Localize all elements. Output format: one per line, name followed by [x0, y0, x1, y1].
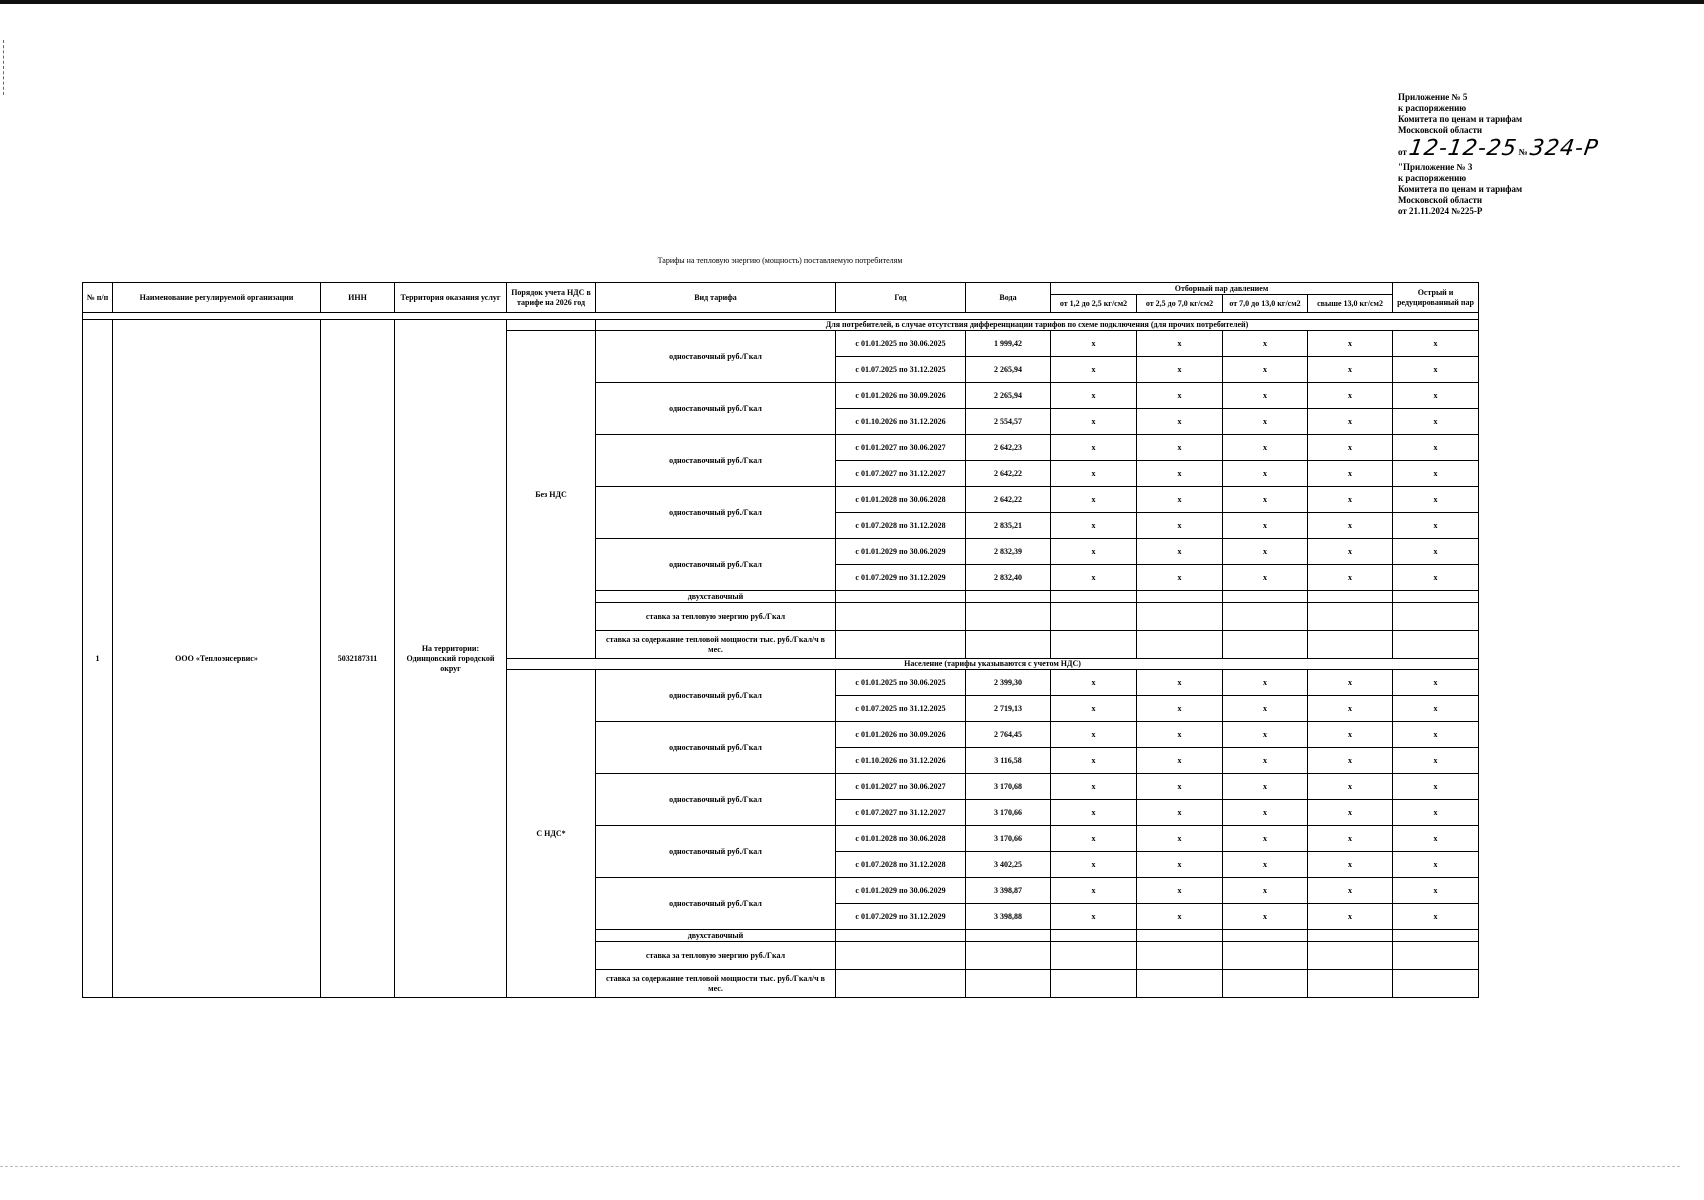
- not-applicable-mark: x: [1051, 565, 1137, 591]
- col-header-org: Наименование регулируемой организации: [113, 283, 321, 313]
- capacity-rate-label: ставка за содержание тепловой мощности тыс. руб./Гкал/ч в мес.: [596, 970, 836, 998]
- not-applicable-mark: x: [1137, 513, 1223, 539]
- water-tariff-value: 2 719,13: [966, 696, 1051, 722]
- col-header-steam-group: Отборный пар давлением: [1051, 283, 1393, 295]
- empty-cell: [1223, 970, 1308, 998]
- not-applicable-mark: x: [1308, 696, 1393, 722]
- not-applicable-mark: x: [1223, 904, 1308, 930]
- empty-cell: [836, 603, 966, 631]
- vat-order: С НДС*: [507, 670, 596, 998]
- empty-cell: [1137, 631, 1223, 659]
- not-applicable-mark: x: [1137, 878, 1223, 904]
- spacer-cell: [83, 313, 1479, 320]
- empty-cell: [1393, 603, 1479, 631]
- not-applicable-mark: x: [1137, 539, 1223, 565]
- empty-cell: [1308, 603, 1393, 631]
- not-applicable-mark: x: [1393, 539, 1479, 565]
- col-header-vat-order: Порядок учета НДС в тарифе на 2026 год: [507, 283, 596, 313]
- empty-cell: [1137, 970, 1223, 998]
- tariff-period: с 01.01.2027 по 30.06.2027: [836, 435, 966, 461]
- water-tariff-value: 2 642,23: [966, 435, 1051, 461]
- not-applicable-mark: x: [1223, 513, 1308, 539]
- empty-cell: [966, 603, 1051, 631]
- water-tariff-value: 2 642,22: [966, 487, 1051, 513]
- tariff-type: одноставочный руб./Гкал: [596, 722, 836, 774]
- not-applicable-mark: x: [1308, 409, 1393, 435]
- tariff-period: с 01.07.2025 по 31.12.2025: [836, 357, 966, 383]
- not-applicable-mark: x: [1308, 513, 1393, 539]
- not-applicable-mark: x: [1051, 461, 1137, 487]
- not-applicable-mark: x: [1223, 800, 1308, 826]
- not-applicable-mark: x: [1051, 435, 1137, 461]
- not-applicable-mark: x: [1137, 435, 1223, 461]
- not-applicable-mark: x: [1051, 774, 1137, 800]
- not-applicable-mark: x: [1393, 513, 1479, 539]
- not-applicable-mark: x: [1051, 722, 1137, 748]
- header-line: Московской области: [1398, 195, 1483, 205]
- water-tariff-value: 2 832,39: [966, 539, 1051, 565]
- not-applicable-mark: x: [1393, 774, 1479, 800]
- empty-cell: [836, 631, 966, 659]
- service-territory: На территории: Одинцовский городской округ: [395, 320, 507, 998]
- row-number: 1: [83, 320, 113, 998]
- empty-cell: [1223, 631, 1308, 659]
- not-applicable-mark: x: [1393, 461, 1479, 487]
- section-label: Население (тарифы указываются с учетом НДС): [507, 659, 1479, 670]
- document-title: Тарифы на тепловую энергию (мощность) поставляемую потребителям: [657, 256, 903, 265]
- water-tariff-value: 3 170,66: [966, 826, 1051, 852]
- not-applicable-mark: x: [1308, 539, 1393, 565]
- not-applicable-mark: x: [1051, 696, 1137, 722]
- header-line: "Приложение № 3: [1398, 162, 1473, 172]
- not-applicable-mark: x: [1393, 800, 1479, 826]
- tariff-period: с 01.01.2026 по 30.09.2026: [836, 383, 966, 409]
- not-applicable-mark: x: [1051, 826, 1137, 852]
- scan-left-edge: [3, 40, 5, 95]
- header-line: к распоряжению: [1398, 103, 1467, 113]
- tariff-type: одноставочный руб./Гкал: [596, 878, 836, 930]
- not-applicable-mark: x: [1308, 331, 1393, 357]
- empty-cell: [1308, 970, 1393, 998]
- tariff-period: с 01.01.2029 по 30.06.2029: [836, 539, 966, 565]
- not-applicable-mark: x: [1051, 748, 1137, 774]
- col-header-tariff-type: Вид тарифа: [596, 283, 836, 313]
- not-applicable-mark: x: [1137, 461, 1223, 487]
- col-header-year: Год: [836, 283, 966, 313]
- not-applicable-mark: x: [1223, 878, 1308, 904]
- not-applicable-mark: x: [1137, 331, 1223, 357]
- not-applicable-mark: x: [1393, 826, 1479, 852]
- col-header-num: № п/п: [83, 283, 113, 313]
- not-applicable-mark: x: [1137, 383, 1223, 409]
- not-applicable-mark: x: [1051, 539, 1137, 565]
- not-applicable-mark: x: [1308, 383, 1393, 409]
- col-header-steam-1: от 1,2 до 2,5 кг/см2: [1051, 295, 1137, 313]
- organization-inn: 5032187311: [321, 320, 395, 998]
- energy-rate-label: ставка за тепловую энергию руб./Гкал: [596, 942, 836, 970]
- header-line: от 21.11.2024 №225-Р: [1398, 206, 1483, 216]
- empty-cell: [1223, 591, 1308, 603]
- tariff-type: одноставочный руб./Гкал: [596, 774, 836, 826]
- empty-cell: [966, 942, 1051, 970]
- water-tariff-value: 3 116,58: [966, 748, 1051, 774]
- tariff-period: с 01.07.2029 по 31.12.2029: [836, 565, 966, 591]
- tariff-period: с 01.01.2028 по 30.06.2028: [836, 826, 966, 852]
- not-applicable-mark: x: [1051, 409, 1137, 435]
- not-applicable-mark: x: [1393, 357, 1479, 383]
- not-applicable-mark: x: [1308, 357, 1393, 383]
- not-applicable-mark: x: [1308, 800, 1393, 826]
- not-applicable-mark: x: [1308, 826, 1393, 852]
- not-applicable-mark: x: [1137, 852, 1223, 878]
- tariff-type: одноставочный руб./Гкал: [596, 670, 836, 722]
- tariff-type: одноставочный руб./Гкал: [596, 383, 836, 435]
- not-applicable-mark: x: [1393, 409, 1479, 435]
- water-tariff-value: 2 399,30: [966, 670, 1051, 696]
- not-applicable-mark: x: [1223, 331, 1308, 357]
- water-tariff-value: 2 554,57: [966, 409, 1051, 435]
- header-line: Комитета по ценам и тарифам: [1398, 184, 1523, 194]
- header-line: Комитета по ценам и тарифам: [1398, 114, 1523, 124]
- tariff-period: с 01.07.2028 по 31.12.2028: [836, 513, 966, 539]
- tariff-table: [82, 282, 1479, 998]
- not-applicable-mark: x: [1393, 331, 1479, 357]
- tariff-type: одноставочный руб./Гкал: [596, 487, 836, 539]
- not-applicable-mark: x: [1223, 435, 1308, 461]
- not-applicable-mark: x: [1393, 435, 1479, 461]
- empty-cell: [1308, 942, 1393, 970]
- water-tariff-value: 3 170,68: [966, 774, 1051, 800]
- date-prefix: от: [1398, 147, 1407, 157]
- scan-top-edge: [0, 0, 1704, 4]
- number-prefix: №: [1518, 147, 1528, 157]
- not-applicable-mark: x: [1393, 670, 1479, 696]
- empty-cell: [1051, 970, 1137, 998]
- not-applicable-mark: x: [1137, 696, 1223, 722]
- tariff-period: с 01.10.2026 по 31.12.2026: [836, 409, 966, 435]
- header-line: к распоряжению: [1398, 173, 1467, 183]
- not-applicable-mark: x: [1137, 565, 1223, 591]
- col-header-territory: Территория оказания услуг: [395, 283, 507, 313]
- col-header-steam-2: от 2,5 до 7,0 кг/см2: [1137, 295, 1223, 313]
- tariff-period: с 01.01.2028 по 30.06.2028: [836, 487, 966, 513]
- tariff-type: одноставочный руб./Гкал: [596, 435, 836, 487]
- vat-order: Без НДС: [507, 331, 596, 659]
- empty-cell: [1051, 603, 1137, 631]
- empty-cell: [1051, 631, 1137, 659]
- not-applicable-mark: x: [1223, 539, 1308, 565]
- tariff-period: с 01.07.2025 по 31.12.2025: [836, 696, 966, 722]
- not-applicable-mark: x: [1051, 357, 1137, 383]
- empty-cell: [1051, 942, 1137, 970]
- empty-cell: [1393, 591, 1479, 603]
- not-applicable-mark: x: [1051, 331, 1137, 357]
- water-tariff-value: 2 832,40: [966, 565, 1051, 591]
- tariff-period: с 01.01.2029 по 30.06.2029: [836, 878, 966, 904]
- not-applicable-mark: x: [1223, 461, 1308, 487]
- tariff-period: с 01.07.2028 по 31.12.2028: [836, 852, 966, 878]
- not-applicable-mark: x: [1051, 878, 1137, 904]
- empty-cell: [966, 631, 1051, 659]
- not-applicable-mark: x: [1393, 904, 1479, 930]
- tariff-period: с 01.01.2025 по 30.06.2025: [836, 331, 966, 357]
- water-tariff-value: 2 764,45: [966, 722, 1051, 748]
- empty-cell: [1308, 930, 1393, 942]
- not-applicable-mark: x: [1051, 487, 1137, 513]
- empty-cell: [1393, 970, 1479, 998]
- scan-bottom-noise: [0, 1166, 1680, 1167]
- not-applicable-mark: x: [1308, 670, 1393, 696]
- not-applicable-mark: x: [1308, 435, 1393, 461]
- empty-cell: [836, 942, 966, 970]
- empty-cell: [966, 591, 1051, 603]
- col-header-steam-3: от 7,0 до 13,0 кг/см2: [1223, 295, 1308, 313]
- not-applicable-mark: x: [1137, 748, 1223, 774]
- col-header-sharp-steam: Острый и редуцированный пар: [1393, 283, 1479, 313]
- not-applicable-mark: x: [1223, 696, 1308, 722]
- not-applicable-mark: x: [1308, 565, 1393, 591]
- not-applicable-mark: x: [1137, 800, 1223, 826]
- empty-cell: [836, 970, 966, 998]
- tariff-period: с 01.07.2027 по 31.12.2027: [836, 800, 966, 826]
- not-applicable-mark: x: [1308, 904, 1393, 930]
- not-applicable-mark: x: [1393, 878, 1479, 904]
- empty-cell: [1223, 930, 1308, 942]
- not-applicable-mark: x: [1051, 670, 1137, 696]
- not-applicable-mark: x: [1308, 774, 1393, 800]
- empty-cell: [966, 970, 1051, 998]
- empty-cell: [1393, 631, 1479, 659]
- not-applicable-mark: x: [1137, 904, 1223, 930]
- not-applicable-mark: x: [1223, 565, 1308, 591]
- empty-cell: [1223, 603, 1308, 631]
- not-applicable-mark: x: [1051, 513, 1137, 539]
- empty-cell: [1137, 930, 1223, 942]
- empty-cell: [966, 930, 1051, 942]
- empty-cell: [1393, 942, 1479, 970]
- appendix-header: [1398, 92, 1688, 217]
- tariff-period: с 01.01.2025 по 30.06.2025: [836, 670, 966, 696]
- not-applicable-mark: x: [1223, 409, 1308, 435]
- water-tariff-value: 1 999,42: [966, 331, 1051, 357]
- not-applicable-mark: x: [1051, 904, 1137, 930]
- col-header-water: Вода: [966, 283, 1051, 313]
- not-applicable-mark: x: [1308, 748, 1393, 774]
- empty-cell: [1051, 930, 1137, 942]
- handwritten-date-number: [1398, 136, 1688, 162]
- not-applicable-mark: x: [1051, 800, 1137, 826]
- header-line: Приложение № 5: [1398, 92, 1468, 102]
- not-applicable-mark: x: [1308, 461, 1393, 487]
- water-tariff-value: 2 265,94: [966, 383, 1051, 409]
- handwritten-date: 12-12-25: [1407, 136, 1519, 161]
- handwritten-number: 324-Р: [1528, 136, 1600, 161]
- not-applicable-mark: x: [1051, 852, 1137, 878]
- not-applicable-mark: x: [1393, 565, 1479, 591]
- water-tariff-value: 3 398,87: [966, 878, 1051, 904]
- water-tariff-value: 2 642,22: [966, 461, 1051, 487]
- not-applicable-mark: x: [1223, 357, 1308, 383]
- tariff-type: одноставочный руб./Гкал: [596, 826, 836, 878]
- not-applicable-mark: x: [1137, 722, 1223, 748]
- empty-cell: [1137, 591, 1223, 603]
- energy-rate-label: ставка за тепловую энергию руб./Гкал: [596, 603, 836, 631]
- not-applicable-mark: x: [1137, 670, 1223, 696]
- empty-cell: [1308, 631, 1393, 659]
- tariff-period: с 01.10.2026 по 31.12.2026: [836, 748, 966, 774]
- not-applicable-mark: x: [1223, 748, 1308, 774]
- water-tariff-value: 3 402,25: [966, 852, 1051, 878]
- empty-cell: [1223, 942, 1308, 970]
- spacer-row: [83, 313, 1479, 320]
- not-applicable-mark: x: [1393, 722, 1479, 748]
- not-applicable-mark: x: [1308, 487, 1393, 513]
- not-applicable-mark: x: [1137, 826, 1223, 852]
- not-applicable-mark: x: [1223, 722, 1308, 748]
- not-applicable-mark: x: [1308, 878, 1393, 904]
- empty-cell: [1137, 603, 1223, 631]
- not-applicable-mark: x: [1308, 852, 1393, 878]
- empty-cell: [836, 930, 966, 942]
- water-tariff-value: 2 835,21: [966, 513, 1051, 539]
- not-applicable-mark: x: [1393, 487, 1479, 513]
- not-applicable-mark: x: [1223, 487, 1308, 513]
- not-applicable-mark: x: [1137, 357, 1223, 383]
- not-applicable-mark: x: [1223, 826, 1308, 852]
- empty-cell: [1137, 942, 1223, 970]
- empty-cell: [836, 591, 966, 603]
- tariff-table-wrap: [82, 282, 1479, 998]
- vat-order-spacer: [507, 320, 596, 331]
- empty-cell: [1308, 591, 1393, 603]
- capacity-rate-label: ставка за содержание тепловой мощности тыс. руб./Гкал/ч в мес.: [596, 631, 836, 659]
- not-applicable-mark: x: [1051, 383, 1137, 409]
- tariff-period: с 01.01.2027 по 30.06.2027: [836, 774, 966, 800]
- section-label-row: [83, 320, 1479, 331]
- tariff-period: с 01.07.2027 по 31.12.2027: [836, 461, 966, 487]
- not-applicable-mark: x: [1137, 774, 1223, 800]
- tariff-type: одноставочный руб./Гкал: [596, 331, 836, 383]
- col-header-inn: ИНН: [321, 283, 395, 313]
- col-header-steam-4: свыше 13,0 кг/см2: [1308, 295, 1393, 313]
- not-applicable-mark: x: [1393, 696, 1479, 722]
- not-applicable-mark: x: [1223, 774, 1308, 800]
- water-tariff-value: 3 398,88: [966, 904, 1051, 930]
- empty-cell: [1393, 930, 1479, 942]
- header-line: Московской области: [1398, 125, 1483, 135]
- not-applicable-mark: x: [1223, 670, 1308, 696]
- two-part-tariff-label: двухставочный: [596, 591, 836, 603]
- organization-name: ООО «Теплоэнсервис»: [113, 320, 321, 998]
- empty-cell: [1051, 591, 1137, 603]
- not-applicable-mark: x: [1393, 748, 1479, 774]
- tariff-table-body: [83, 313, 1479, 998]
- not-applicable-mark: x: [1308, 722, 1393, 748]
- not-applicable-mark: x: [1223, 852, 1308, 878]
- two-part-tariff-label: двухставочный: [596, 930, 836, 942]
- not-applicable-mark: x: [1137, 487, 1223, 513]
- not-applicable-mark: x: [1137, 409, 1223, 435]
- tariff-period: с 01.01.2026 по 30.09.2026: [836, 722, 966, 748]
- section-label: Для потребителей, в случае отсутствия дифференциации тарифов по схеме подключения (для прочих потребителей): [596, 320, 1479, 331]
- not-applicable-mark: x: [1393, 852, 1479, 878]
- water-tariff-value: 3 170,66: [966, 800, 1051, 826]
- tariff-period: с 01.07.2029 по 31.12.2029: [836, 904, 966, 930]
- not-applicable-mark: x: [1393, 383, 1479, 409]
- tariff-type: одноставочный руб./Гкал: [596, 539, 836, 591]
- water-tariff-value: 2 265,94: [966, 357, 1051, 383]
- not-applicable-mark: x: [1223, 383, 1308, 409]
